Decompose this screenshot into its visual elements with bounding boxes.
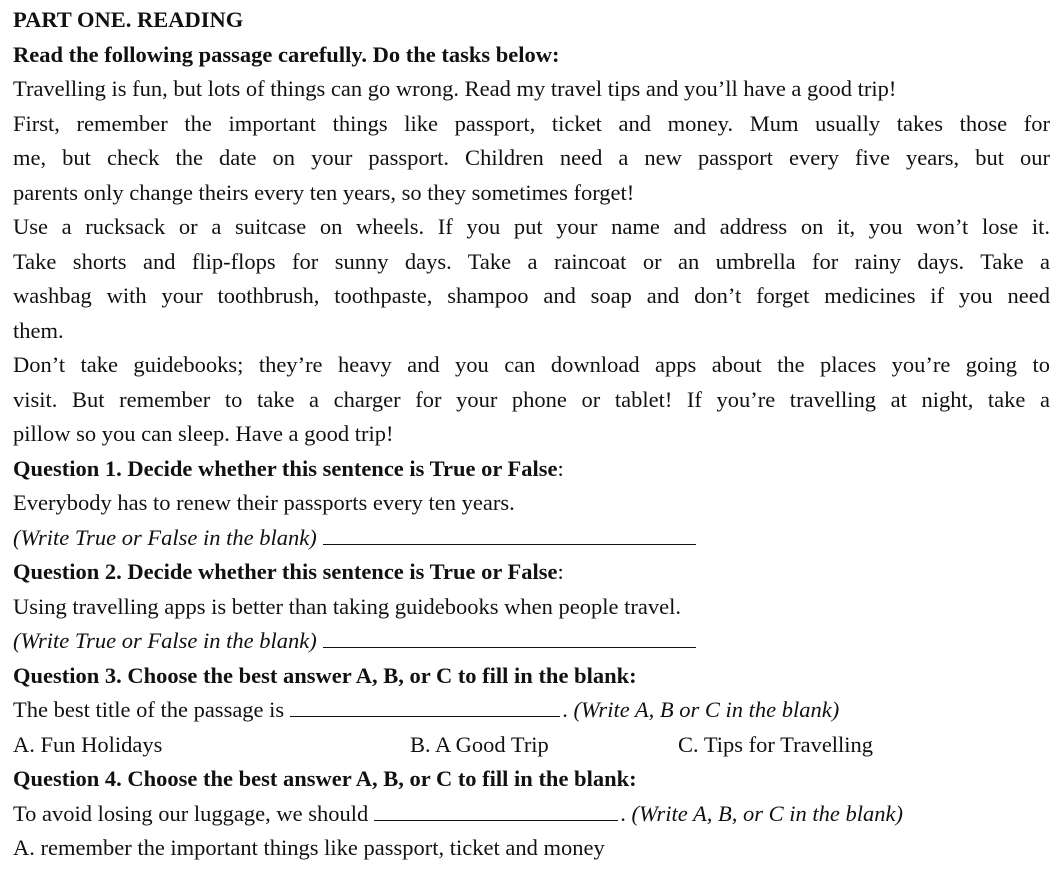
question-3-option-b[interactable]: B. A Good Trip xyxy=(410,731,549,757)
question-2-answer-row xyxy=(13,624,1050,659)
question-1-statement: Everybody has to renew their passports every ten years. xyxy=(13,490,515,515)
reading-passage xyxy=(13,72,1050,452)
question-4-option-a[interactable]: A. remember the important things like passport, ticket and money xyxy=(13,835,605,860)
passage-line: pillow so you can sleep. Have a good trip! xyxy=(13,421,394,446)
question-3-option-c[interactable]: C. Tips for Travelling xyxy=(678,731,874,757)
question-4-stem xyxy=(13,797,1050,832)
question-3-option-a[interactable]: A. Fun Holidays xyxy=(13,731,163,757)
question-3-options xyxy=(13,728,1050,763)
passage-line: Travelling is fun, but lots of things can go wrong. Read my travel tips and you’ll have a good trip! xyxy=(13,76,897,101)
passage-line: them. xyxy=(13,317,64,343)
question-1-colon: : xyxy=(557,455,564,481)
reading-instruction: Read the following passage carefully. Do the tasks below: xyxy=(13,41,560,67)
question-3-instruction: (Write A, B or C in the blank) xyxy=(573,697,840,722)
question-2-heading xyxy=(13,555,1050,590)
question-3-stem xyxy=(13,693,1050,728)
question-1-answer-blank[interactable] xyxy=(323,522,696,545)
question-3-heading: Question 3. Choose the best answer A, B, or C to fill in the blank: xyxy=(13,662,637,688)
worksheet-page xyxy=(0,3,1064,872)
passage-line: parents only change theirs every ten years, so they sometimes forget! xyxy=(13,179,635,205)
passage-line: Take shorts and flip-flops for sunny days. Take a raincoat or an umbrella for rainy days. Take a xyxy=(13,248,1050,274)
question-2-statement: Using travelling apps is better than taking guidebooks when people travel. xyxy=(13,593,681,619)
question-1-instruction: (Write True or False in the blank) xyxy=(13,524,317,550)
question-1-heading xyxy=(13,452,1050,487)
passage-line: visit. But remember to take a charger for your phone or tablet! If you’re travelling at night, take a xyxy=(13,386,1050,412)
question-4-instruction: (Write A, B, or C in the blank) xyxy=(631,800,903,826)
question-4-stem-text: To avoid losing our luggage, we should xyxy=(13,800,369,826)
question-4-stem-end: . xyxy=(620,800,626,826)
question-4-heading: Question 4. Choose the best answer A, B, or C to fill in the blank: xyxy=(13,766,637,791)
question-1-title: Question 1. Decide whether this sentence is True or False xyxy=(13,455,558,481)
passage-line: Use a rucksack or a suitcase on wheels. If you put your name and address on it, you won’t lose it. xyxy=(13,214,1050,239)
question-2-answer-blank[interactable] xyxy=(323,625,696,648)
part-title: PART ONE. READING xyxy=(13,7,244,32)
question-3-stem-text: The best title of the passage is xyxy=(13,697,285,722)
question-2-instruction: (Write True or False in the blank) xyxy=(13,628,317,653)
passage-line: First, remember the important things like passport, ticket and money. Mum usually takes those for xyxy=(13,110,1050,136)
question-3-stem-end: . xyxy=(562,697,568,722)
question-3-answer-blank[interactable] xyxy=(290,694,560,717)
question-4-answer-blank[interactable] xyxy=(374,798,618,821)
question-2-title: Question 2. Decide whether this sentence is True or False xyxy=(13,559,558,584)
question-2-colon: : xyxy=(557,559,564,584)
passage-line: Don’t take guidebooks; they’re heavy and you can download apps about the places you’re going to xyxy=(13,352,1050,377)
passage-line: washbag with your toothbrush, toothpaste, shampoo and soap and don’t forget medicines if you need xyxy=(13,283,1050,308)
passage-line: me, but check the date on your passport. Children need a new passport every five years, but our xyxy=(13,145,1050,170)
question-1-answer-row xyxy=(13,521,1050,556)
